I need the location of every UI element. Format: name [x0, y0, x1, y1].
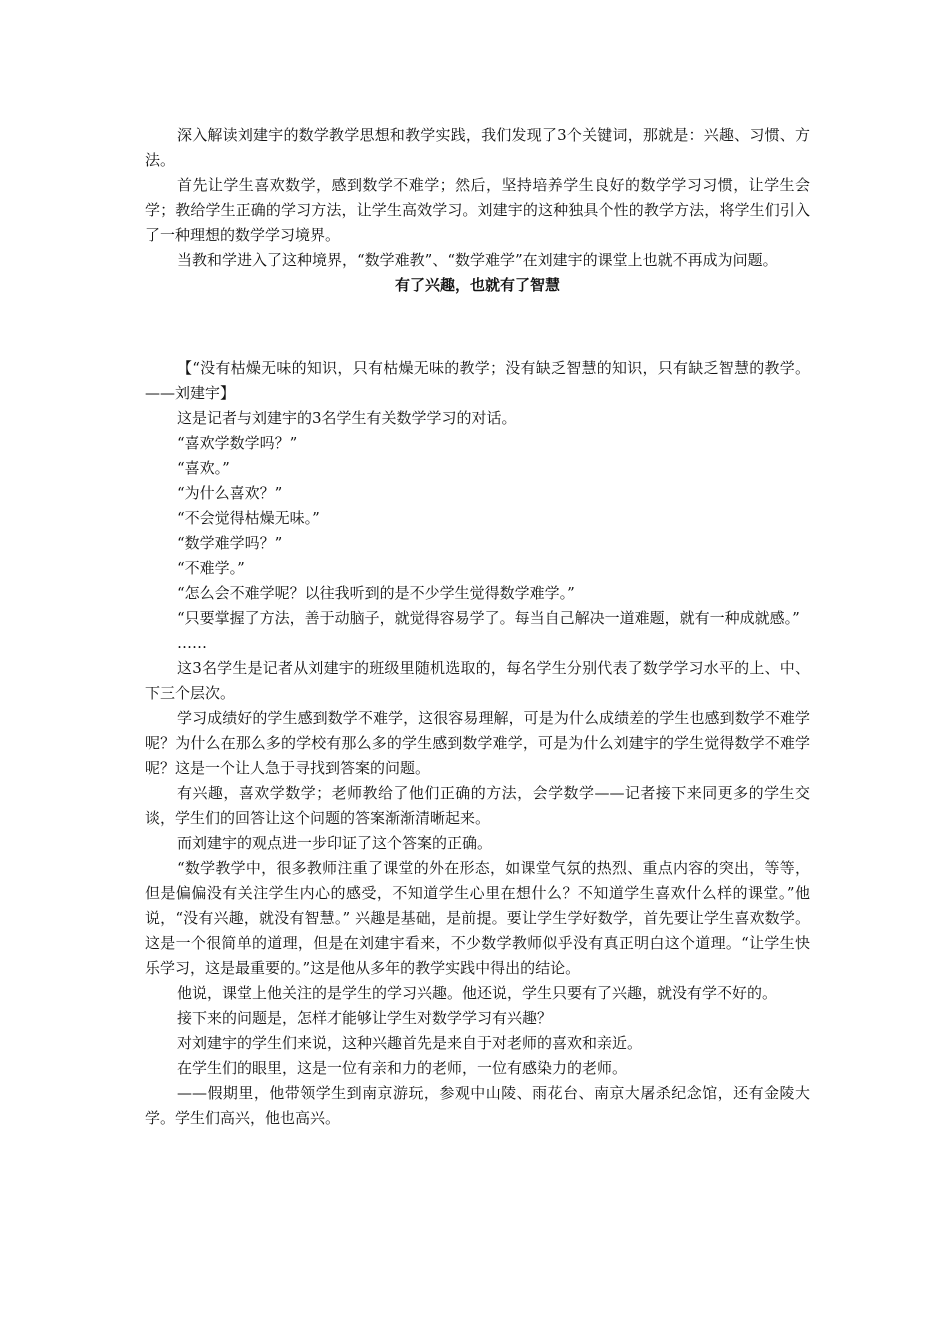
body-paragraph: 这是记者与刘建宇的3名学生有关数学学习的对话。 — [177, 409, 517, 427]
dialogue-line: “怎么会不难学呢？以往我听到的是不少学生觉得数学难学。” — [177, 584, 575, 602]
section-spacer — [145, 298, 810, 356]
quote-paragraph: 【“没有枯燥无味的知识，只有枯燥无味的教学；没有缺乏智慧的知识，只有缺乏智慧的教学。——刘建宇】 — [145, 359, 810, 402]
intro-paragraph-3: 当教和学进入了这种境界，“数学难教”、“数学难学”在刘建宇的课堂上也就不再成为问题。 — [177, 251, 778, 269]
body-paragraph: 他说，课堂上他关注的是学生的学习兴趣。他还说，学生只要有了兴趣，就没有学不好的。 — [177, 984, 778, 1002]
body-paragraph: 在学生们的眼里，这是一位有亲和力的老师，一位有感染力的老师。 — [177, 1059, 628, 1077]
body-paragraph: 接下来的问题是，怎样才能够让学生对数学学习有兴趣？ — [177, 1009, 553, 1027]
dialogue-line: “喜欢。” — [177, 459, 230, 477]
body-paragraph: ——假期里，他带领学生到南京游玩，参观中山陵、雨花台、南京大屠杀纪念馆，还有金陵大学。学生们高兴，他也高兴。 — [145, 1084, 810, 1127]
dialogue-line: “数学难学吗？” — [177, 534, 283, 552]
intro-paragraph-1: 深入解读刘建宇的数学教学思想和教学实践，我们发现了3个关键词，那就是：兴趣、习惯、方法。 — [145, 126, 810, 169]
body-paragraph: 有兴趣，喜欢学数学；老师教给了他们正确的方法，会学数学——记者接下来同更多的学生交谈，学生们的回答让这个问题的答案渐渐清晰起来。 — [145, 784, 810, 827]
section-title: 有了兴趣，也就有了智慧 — [394, 276, 560, 294]
dialogue-line: “喜欢学数学吗？” — [177, 434, 298, 452]
dialogue-line: “只要掌握了方法，善于动脑子，就觉得容易学了。每当自己解决一道难题，就有一种成就感。” — [177, 609, 800, 627]
dialogue-line: “不会觉得枯燥无味。” — [177, 509, 320, 527]
body-paragraph: 学习成绩好的学生感到数学不难学，这很容易理解，可是为什么成绩差的学生也感到数学不难学呢？为什么在那么多的学校有那么多的学生感到数学难学，可是为什么刘建宇的学生觉得数学不难学呢？这是一个让人急于寻找到答案的问题。 — [145, 709, 810, 777]
dialogue-line: “不难学。” — [177, 559, 245, 577]
body-paragraph: 而刘建宇的观点进一步印证了这个答案的正确。 — [177, 834, 493, 852]
body-paragraph: 对刘建宇的学生们来说，这种兴趣首先是来自于对老师的喜欢和亲近。 — [177, 1034, 643, 1052]
intro-paragraph-2: 首先让学生喜欢数学，感到数学不难学；然后，坚持培养学生良好的数学学习习惯，让学生会学；教给学生正确的学习方法，让学生高效学习。刘建宇的这种独具个性的教学方法，将学生们引入了一种理想的数学学习境界。 — [145, 176, 810, 244]
body-paragraph: “数学教学中，很多教师注重了课堂的外在形态，如课堂气氛的热烈、重点内容的突出，等等，但是偏偏没有关注学生内心的感受，不知道学生心里在想什么？不知道学生喜欢什么样的课堂。”他说，“没有兴趣，就没有智慧。” 兴趣是基础，是前提。要让学生学好数学，首先要让学生喜欢数学。这是一个很简单的道理，但是在刘建宇看来，不少数学教师似乎没有真正明白这个道理。“让学生快乐学习，这是最重要的。”这是他从多年的教学实践中得出的结论。 — [145, 859, 810, 977]
body-paragraph: 这3名学生是记者从刘建宇的班级里随机选取的，每名学生分别代表了数学学习水平的上、中、下三个层次。 — [145, 659, 810, 702]
document-content — [145, 123, 810, 1131]
dialogue-line: “为什么喜欢？” — [177, 484, 283, 502]
ellipsis-line: …… — [177, 634, 207, 652]
